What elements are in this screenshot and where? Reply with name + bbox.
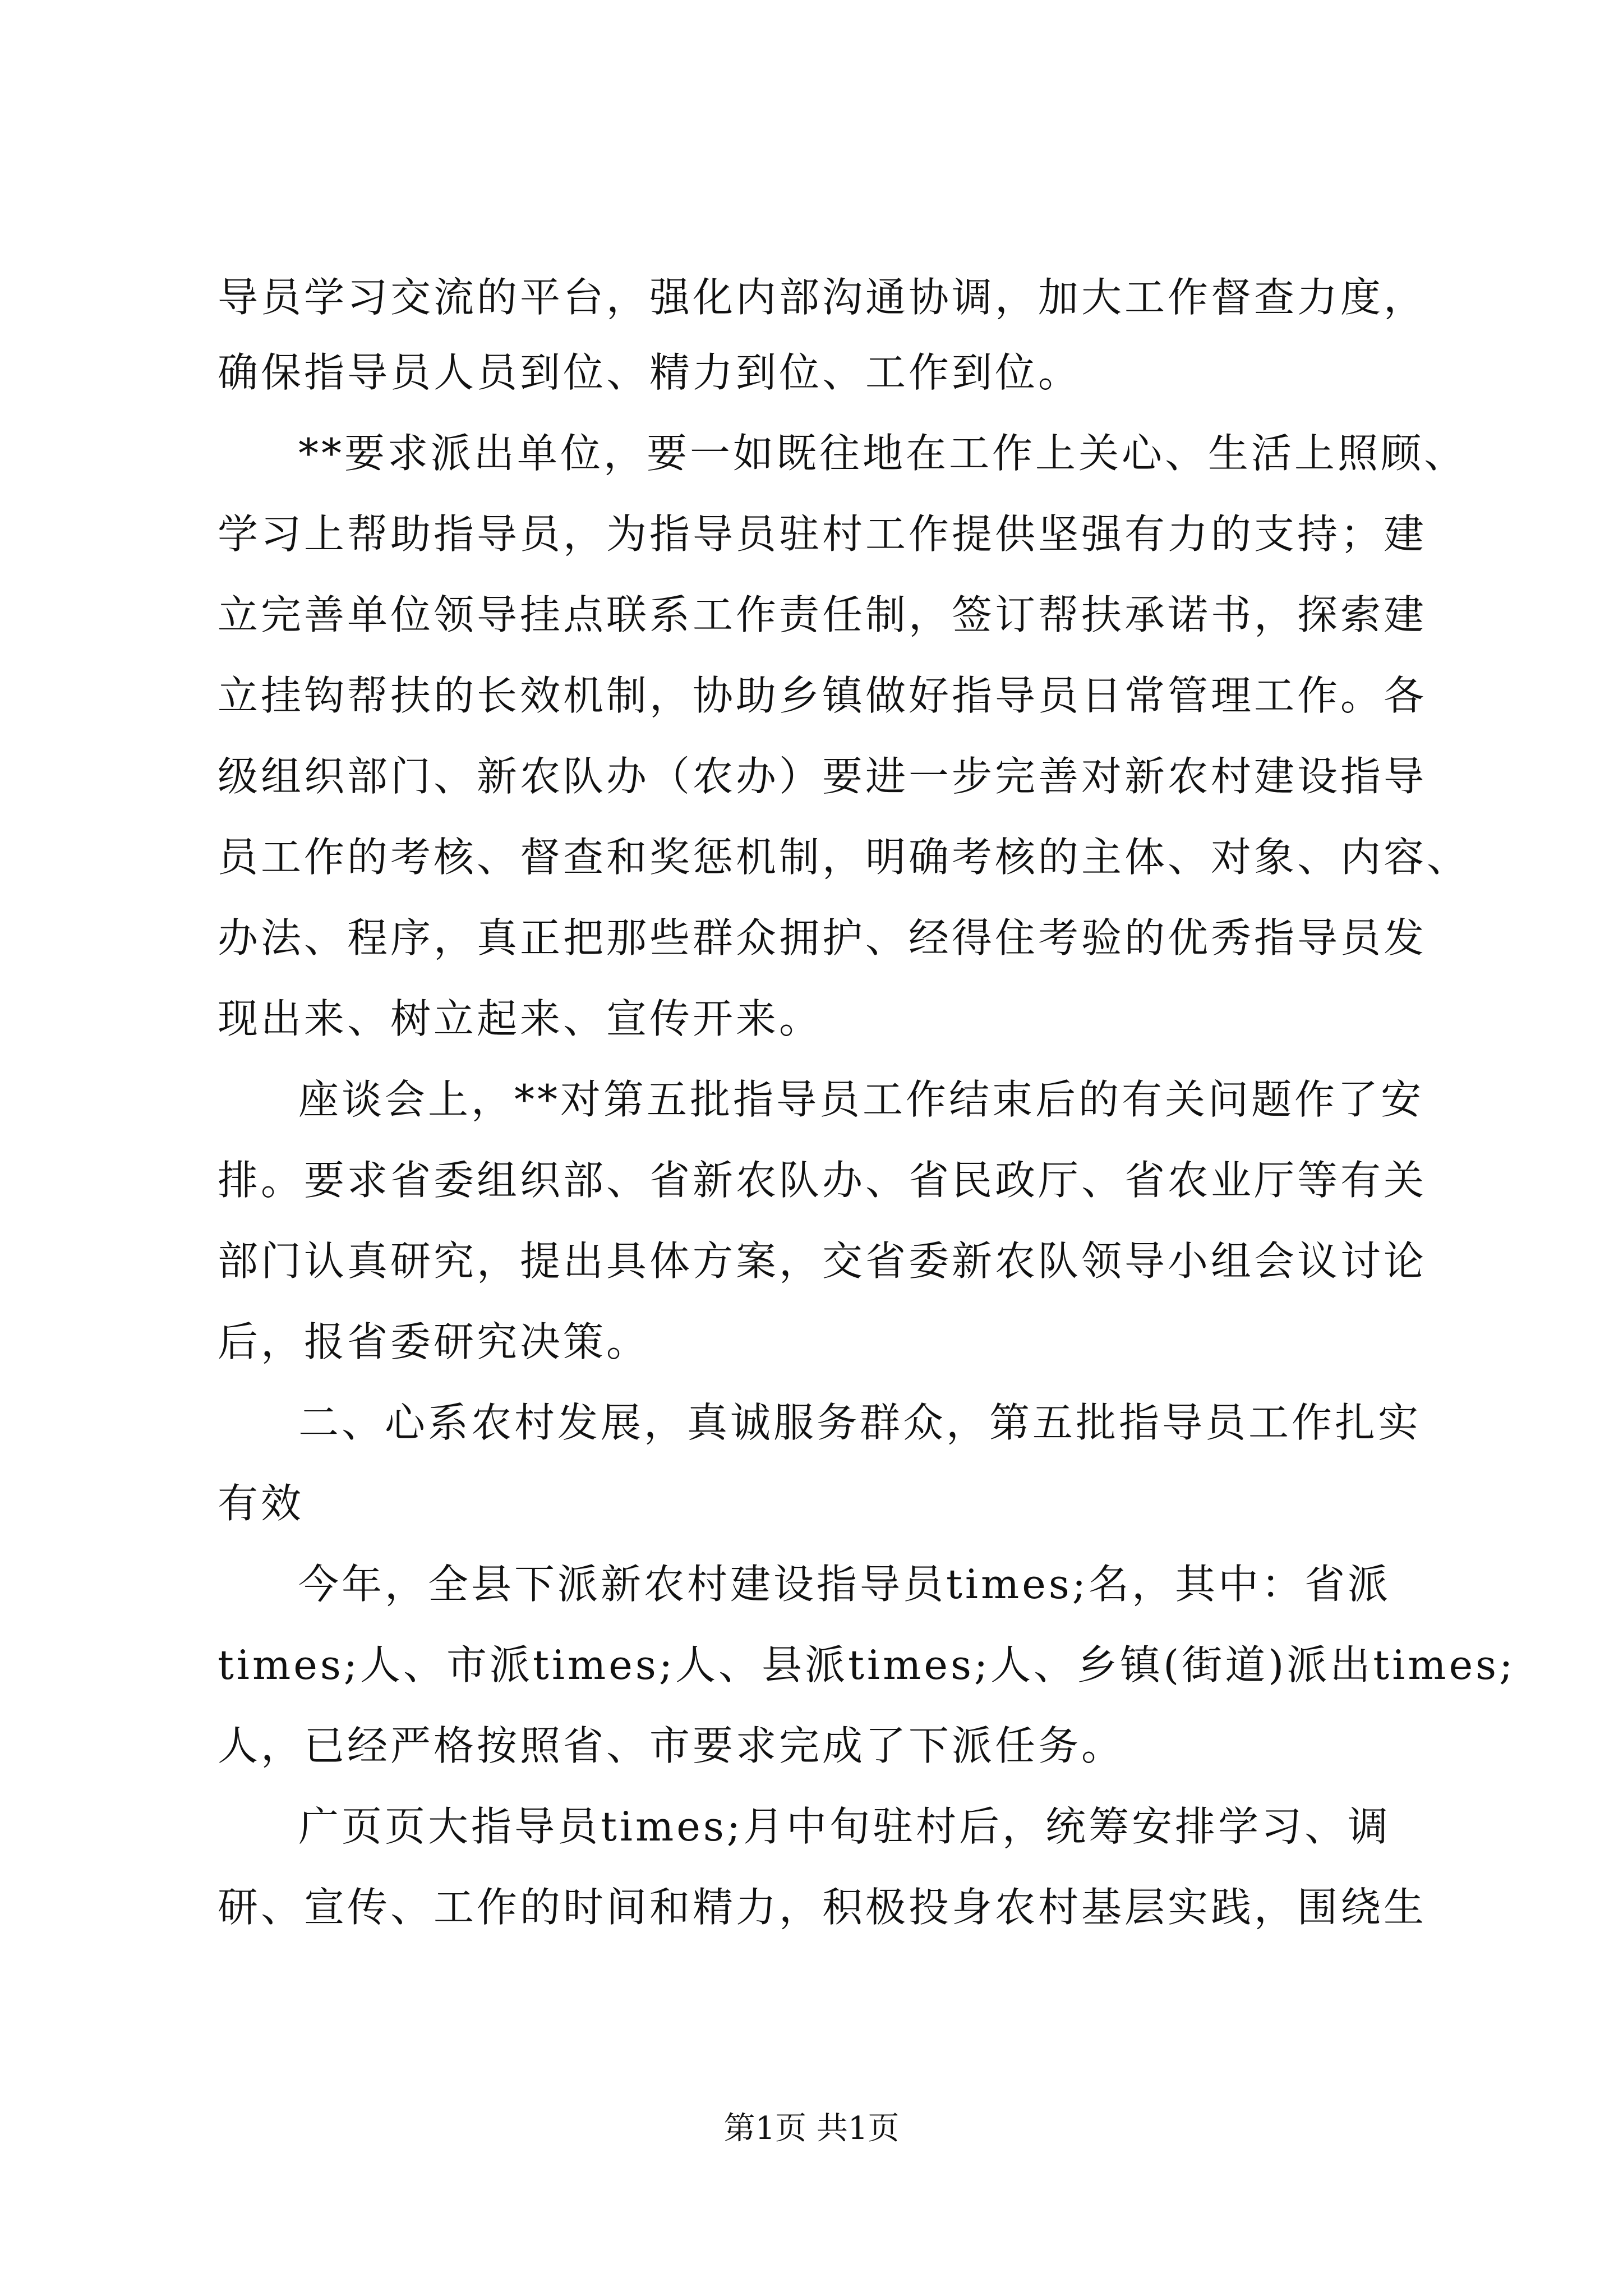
- text-line: 排。要求省委组织部、省新农队办、省民政厅、省农业厅等有关: [218, 1157, 1427, 1204]
- text-line: times;人、市派times;人、县派times;人、乡镇(街道)派出times;: [218, 1641, 1516, 1688]
- text-line: 后，报省委研究决策。: [218, 1318, 650, 1365]
- section-heading: 二、心系农村发展，真诚服务群众，第五批指导员工作扎实: [298, 1399, 1422, 1446]
- text-line: 级组织部门、新农队办（农办）要进一步完善对新农村建设指导: [218, 753, 1427, 800]
- text-line: 部门认真研究，提出具体方案，交省委新农队领导小组会议讨论: [218, 1237, 1427, 1285]
- text-line: 广页页大指导员times;月中旬驻村后，统筹安排学习、调: [298, 1803, 1391, 1850]
- text-line: 确保指导员人员到位、精力到位、工作到位。: [218, 349, 1082, 396]
- page-number: 第1页 共1页: [723, 2110, 900, 2147]
- text-line: 导员学习交流的平台，强化内部沟通协调，加大工作督查力度，: [218, 274, 1427, 321]
- text-line: 立挂钩帮扶的长效机制，协助乡镇做好指导员日常管理工作。各: [218, 672, 1427, 719]
- text-line: 今年，全县下派新农村建设指导员times;名，其中：省派: [298, 1561, 1391, 1608]
- section-heading-continued: 有效: [218, 1480, 305, 1527]
- text-line: **要求派出单位，要一如既往地在工作上关心、生活上照顾、: [298, 430, 1468, 477]
- text-line: 座谈会上，**对第五批指导员工作结束后的有关问题作了安: [298, 1076, 1424, 1123]
- text-line: 员工作的考核、督查和奖惩机制，明确考核的主体、对象、内容、: [218, 834, 1470, 881]
- text-line: 研、宣传、工作的时间和精力，积极投身农村基层实践，围绕生: [218, 1884, 1427, 1931]
- text-line: 人，已经严格按照省、市要求完成了下派任务。: [218, 1722, 1125, 1769]
- text-line: 办法、程序，真正把那些群众拥护、经得住考验的优秀指导员发: [218, 914, 1427, 961]
- text-line: 现出来、树立起来、宣传开来。: [218, 995, 823, 1042]
- text-line: 立完善单位领导挂点联系工作责任制，签订帮扶承诺书，探索建: [218, 591, 1427, 638]
- text-line: 学习上帮助指导员，为指导员驻村工作提供坚强有力的支持；建: [218, 510, 1427, 558]
